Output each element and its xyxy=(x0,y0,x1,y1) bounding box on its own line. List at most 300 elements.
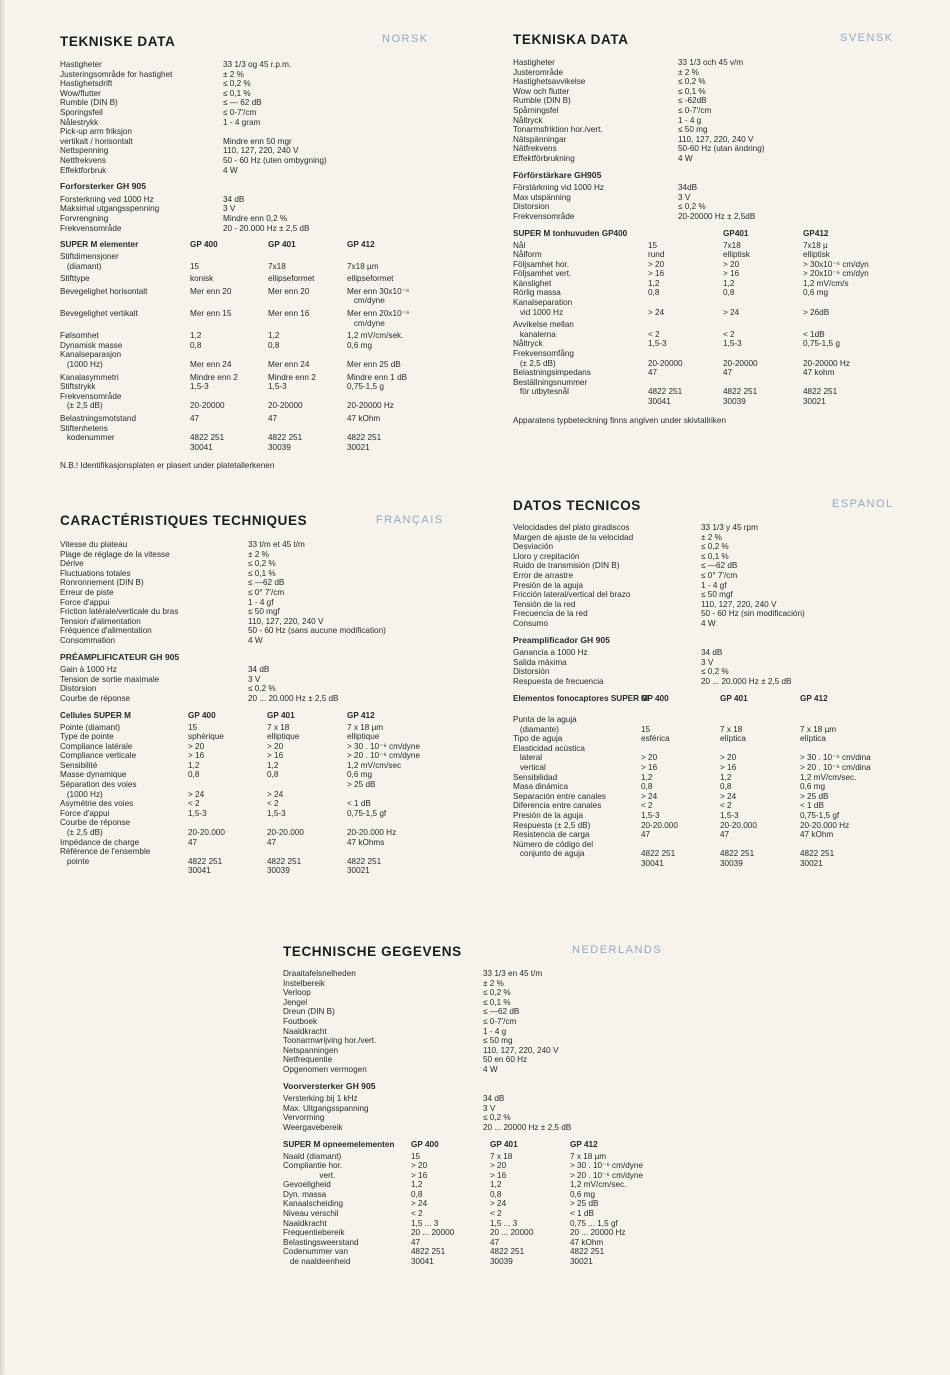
table-cell: Mer enn 20 xyxy=(268,286,310,296)
spec-label: Tonarmsfriktion hor./vert. xyxy=(513,125,603,135)
preamp-label: Salida máxima xyxy=(513,657,567,667)
table-cell: 7x18 µ elliptisk > 30x10⁻⁶ cm/dyn > 20x10⁻⁶ cm/dyn 1,2 mV/cm/s 0,6 mg > 26dB xyxy=(803,240,869,317)
preamp-row xyxy=(60,204,445,214)
table-cell: 1,2 0,8 Mer enn 24 xyxy=(268,331,310,370)
table-cell: 47 4822 251 30041 xyxy=(190,414,225,452)
table-cell: konisk xyxy=(190,274,214,284)
spec-row xyxy=(60,617,450,627)
spec-value: ≤ -62dB xyxy=(678,96,707,106)
cartridge-table-header xyxy=(60,711,450,723)
spec-value: ≤ —62 dB xyxy=(248,578,285,588)
spec-value: ≤ 0-7'/cm xyxy=(678,105,712,115)
table-cell: 47 4822 251 30039 xyxy=(268,414,303,452)
table-header-cell: GP 400 xyxy=(190,240,218,250)
spec-label: Rumble (DIN B) xyxy=(513,96,571,106)
spec-label: Netspanningen xyxy=(283,1045,339,1055)
cartridge-table-header xyxy=(60,240,445,252)
svensk-section xyxy=(513,58,898,425)
preamp-row xyxy=(513,658,903,668)
spec-label: Presión de la aguja xyxy=(513,580,584,590)
table-cell: 7 x 18 µm elliptique > 30 . 10⁻⁶ cm/dyne > 20 . 10⁻⁶ cm/dyne 1,2 mV/cm/sec 0,6 mg > 25 dB < 1 dB 0,75-1,5 gf 20-20.000 Hz 47 kOhms 4822 251 30021 xyxy=(347,722,421,876)
preamp-row xyxy=(283,1104,683,1114)
spec-value: 4 W xyxy=(701,618,716,628)
table-row xyxy=(60,252,445,274)
spec-row xyxy=(60,636,450,646)
spec-label: Wow och flutter xyxy=(513,86,570,96)
preamp-heading: Voorversterker GH 905 xyxy=(283,1080,376,1091)
spec-label: Netfrequentie xyxy=(283,1055,333,1065)
spec-value: 110, 127, 220, 240 V xyxy=(248,616,324,626)
spec-value: ≤ 50 mgf xyxy=(248,607,280,617)
spec-row xyxy=(283,979,683,989)
nederlands-section xyxy=(283,969,683,1270)
spec-value: 33 1/3 en 45 t/m xyxy=(483,969,543,978)
espanol-section xyxy=(513,523,903,872)
spec-value: ≤ 0,1 % xyxy=(248,568,276,578)
preamp-row xyxy=(283,1094,683,1104)
spec-label: Force d'appui xyxy=(60,597,110,607)
spec-value: ± 2 % xyxy=(248,549,269,559)
table-cell: Mer enn 30x10⁻⁶ cm/dyne xyxy=(347,286,410,306)
preamp-label: Frekvensområde xyxy=(60,223,122,233)
spec-value: ± 2 % xyxy=(223,69,244,79)
spec-label: Wow/flutter xyxy=(60,88,101,98)
francais-section xyxy=(60,540,450,879)
preamp-label: Gain à 1000 Hz xyxy=(60,665,117,675)
spec-value: ± 2 % xyxy=(483,978,504,988)
spec-value: 110, 127, 220, 240 V xyxy=(223,146,299,156)
table-header-cell: GP 412 xyxy=(347,240,375,250)
table-cell: 15 xyxy=(190,261,200,271)
spec-row xyxy=(60,569,450,579)
preamp-row xyxy=(283,1123,683,1133)
spec-row xyxy=(283,1036,683,1046)
spec-row xyxy=(283,1007,683,1017)
preamp-label: Frekvensområde xyxy=(513,211,575,221)
nederlands-language-label: NEDERLANDS xyxy=(572,944,663,956)
spec-label: Fréquence d'alimentation xyxy=(60,626,152,636)
preamp-label: Max. Uitgangsspanning xyxy=(283,1103,369,1113)
spec-value: 1 - 4 g xyxy=(678,115,702,125)
spec-row xyxy=(283,1065,683,1075)
spec-value: 50-60 Hz (utan ändring) xyxy=(678,144,765,154)
preamp-heading: PRÉAMPLIFICATEUR GH 905 xyxy=(60,651,180,662)
table-cell: Avvikelse mellan kanalerna Nåltryck Frekvensomfång (± 2,5 dB) Belastningsimpedans Beställningsnummer för utbytesnål xyxy=(513,320,591,397)
spec-row xyxy=(513,590,903,600)
table-cell: Kanalasymmetri Stiftstrykk Frekvensområde (± 2,5 dB) xyxy=(60,372,122,411)
spec-label: Ruido de transmisión (DIN B) xyxy=(513,561,620,571)
spec-label: Effektförbrukning xyxy=(513,153,575,163)
table-cell: Følsomhet Dynamisk masse Kanalseparasjon (1000 Hz) xyxy=(60,331,123,370)
spec-row xyxy=(60,156,445,166)
preamp-row xyxy=(513,667,903,677)
table-cell: Punta de la aguja (diamante) Tipo de aguja Elasticidad acústica lateral vertical Sensibilidad Masa dinámica Separación entre canales Diferencia entre canales Presión de la aguja Respuesta (± 2,5 dB) Resistencia de carga Número de código del conjunto de aguja xyxy=(513,715,606,859)
table-header-cell: GP401 xyxy=(723,228,749,238)
spec-label: Hastighetsdrift xyxy=(60,79,113,89)
spec-value: ≤ 0,1 % xyxy=(223,88,251,98)
spec-row xyxy=(60,607,450,617)
preamp-label: Distorsion xyxy=(60,684,97,694)
spec-row xyxy=(60,79,445,89)
preamp-label: Förstärkning vid 1000 Hz xyxy=(513,183,605,193)
table-row xyxy=(513,320,898,409)
table-header-cell: Cellules SUPER M xyxy=(60,710,131,720)
table-cell: ellipseformet xyxy=(268,274,315,284)
spec-row xyxy=(60,598,450,608)
spec-row xyxy=(513,533,903,543)
spec-row xyxy=(60,118,445,128)
table-cell: Mindre enn 2 1,5-3 20-20000 xyxy=(268,372,316,411)
preamp-row xyxy=(283,1113,683,1123)
spec-label: Hastigheter xyxy=(60,60,102,69)
table-row xyxy=(60,331,445,372)
preamp-value: 20 ... 20000 Hz ± 2,5 dB xyxy=(483,1122,572,1132)
spec-label: Tensión de la red xyxy=(513,599,576,609)
preamp-value: ≤ 0,2 % xyxy=(248,684,276,694)
spec-value: ≤ —62 dB xyxy=(483,1007,520,1017)
table-cell: Mindre enn 1 dB 0,75-1,5 g 20-20000 Hz xyxy=(347,372,408,411)
preamp-row xyxy=(513,677,903,687)
table-cell: Mindre enn 2 1,5-3 20-20000 xyxy=(190,372,238,411)
table-row xyxy=(60,274,445,287)
spec-label: Jengel xyxy=(283,997,308,1007)
spec-value: ≤ 0,2 % xyxy=(223,79,251,89)
table-cell: Mer enn 20x10⁻⁶ cm/dyne xyxy=(347,309,410,328)
table-cell: 15 esférica > 20 > 16 1,2 0,8 > 24 < 2 1,5-3 20-20.000 47 4822 251 30041 xyxy=(641,724,678,868)
spec-value: 4 W xyxy=(483,1064,498,1074)
spec-label: Justerområde xyxy=(513,67,564,77)
table-cell: Bevegelighet horisontalt xyxy=(60,286,148,296)
table-header-cell: GP 412 xyxy=(800,693,828,703)
spec-label: Consommation xyxy=(60,635,116,645)
spec-row xyxy=(513,581,903,591)
cartridge-table-header xyxy=(283,1140,683,1152)
preamp-value: ≤ 0,2 % xyxy=(701,667,729,677)
spec-row xyxy=(60,127,445,137)
spec-value: ≤ 0° 7'/cm xyxy=(701,570,738,580)
preamp-value: 3 V xyxy=(701,657,714,667)
preamp-row xyxy=(60,684,450,694)
preamp-label: Tension de sortie maximale xyxy=(60,674,160,684)
spec-label: Dérive xyxy=(60,559,84,569)
preamp-label: Weergavebereik xyxy=(283,1122,343,1132)
preamp-label: Maksimal utgangsspenning xyxy=(60,204,160,214)
spec-label: Toonarmwrijving hor./vert. xyxy=(283,1036,377,1046)
footnote: Apparatens typbeteckning finns angiven under skivtallriken xyxy=(513,415,727,425)
table-header-cell: SUPER M elementer xyxy=(60,240,139,250)
spec-label: Margen de ajuste de la velocidad xyxy=(513,532,634,542)
table-cell: Belastningsmotstand Stiftenhetens kodenummer xyxy=(60,414,137,443)
svensk-title: TEKNISKA DATA xyxy=(513,32,629,47)
preamp-value: 20 ... 20.000 Hz ± 2,5 dB xyxy=(701,676,792,686)
preamp-label: Forvrengning xyxy=(60,213,109,223)
preamp-heading: Preamplificador GH 905 xyxy=(513,634,610,645)
spec-value: ≤ 0,2 % xyxy=(248,559,276,569)
preamp-value: 34 dB xyxy=(223,194,245,204)
spec-value: 50 en 60 Hz xyxy=(483,1055,528,1065)
spec-label: Nätspänningar xyxy=(513,134,567,144)
spec-label: Nålestrykk xyxy=(60,117,99,127)
nederlands-title: TECHNISCHE GEGEVENS xyxy=(283,944,462,959)
espanol-language-label: ESPANOL xyxy=(832,498,894,510)
spec-row xyxy=(283,1027,683,1037)
preamp-value: 3 V xyxy=(248,674,261,684)
preamp-row xyxy=(513,202,898,212)
spec-row xyxy=(513,154,898,164)
table-row xyxy=(60,287,445,309)
table-cell: 7 x 18 µm > 30 . 10⁻⁶ cm/dyne > 20 . 10⁻⁶ cm/dyne 1,2 mV/cm/sec. 0,6 mg > 25 dB < 1 dB 0,75 ... 1,5 gf 20 ... 20000 Hz 47 kOhm 4822 251 30021 xyxy=(570,1151,644,1267)
table-cell: < 2 1,5-3 20-20000 47 4822 251 30041 xyxy=(648,329,683,407)
spec-row xyxy=(60,540,450,550)
spec-row xyxy=(513,600,903,610)
spec-row xyxy=(513,542,903,552)
spec-value: 50 - 60 Hz (uten ombygning) xyxy=(223,155,327,165)
spec-row xyxy=(60,166,445,176)
table-row xyxy=(513,706,903,872)
table-row xyxy=(60,414,445,455)
table-header-cell: GP 401 xyxy=(267,710,295,720)
preamp-value: 3 V xyxy=(223,204,236,214)
spec-label: Erreur de piste xyxy=(60,587,114,597)
table-cell: 7 x 18 elliptique > 20 > 16 1,2 0,8 > 24 < 2 1,5-3 20-20.000 47 4822 251 30039 xyxy=(267,722,304,876)
spec-label: Foutboek xyxy=(283,1016,318,1026)
preamp-value: Mindre enn 0,2 % xyxy=(223,213,288,223)
preamp-label: Distorsion xyxy=(513,202,550,212)
spec-row xyxy=(283,1046,683,1056)
spec-row xyxy=(513,523,903,533)
table-cell: 47 kOhm 4822 251 30021 xyxy=(347,414,382,452)
spec-row xyxy=(283,998,683,1008)
table-cell: 15 > 20 > 16 1,2 0,8 > 24 < 2 1,5 ... 3 20 ... 20000 47 4822 251 30041 xyxy=(411,1151,455,1267)
spec-label: Nettspenning xyxy=(60,146,109,156)
table-cell: Stiftdimensjoner (diamant) xyxy=(60,252,119,271)
spec-label: Friction latérale/verticale du bras xyxy=(60,607,179,617)
spec-row xyxy=(513,125,898,135)
preamp-value: 3 V xyxy=(483,1103,496,1113)
cartridge-table-header xyxy=(513,694,903,706)
table-cell: Stifttype xyxy=(60,274,90,284)
spec-value: 1 - 4 gf xyxy=(248,597,274,607)
table-row xyxy=(283,1152,683,1270)
spec-row xyxy=(283,988,683,998)
table-cell: 1,2 mV/cm/sek. 0,6 mg Mer enn 25 dB xyxy=(347,331,404,370)
preamp-value: 34 dB xyxy=(701,648,723,658)
spec-label: Opgenomen vermogen xyxy=(283,1064,367,1074)
spec-value: ≤ 0,1 % xyxy=(483,997,511,1007)
spec-value: ≤ 50 mg xyxy=(678,125,708,135)
table-row xyxy=(60,723,450,880)
spec-value: ± 2 % xyxy=(701,532,722,542)
spec-value: ≤ 0° 7'/cm xyxy=(248,587,285,597)
preamp-row xyxy=(60,675,450,685)
spec-label: Vitesse du plateau xyxy=(60,540,128,549)
spec-value: 33 1/3 och 45 v/m xyxy=(678,58,744,67)
spec-value: 110, 127, 220, 240 V xyxy=(483,1045,559,1055)
spec-value: Mindre enn 50 mgr xyxy=(223,136,292,146)
preamp-row xyxy=(60,694,450,704)
spec-value: ≤ —62 dB xyxy=(701,561,738,571)
spec-label: Effektforbruk xyxy=(60,165,107,175)
preamp-label: Ganancia a 1000 Hz xyxy=(513,648,588,658)
spec-label: Sporingsfeil xyxy=(60,107,103,117)
norsk-section xyxy=(60,60,445,471)
table-header-cell: SUPER M tonhuvuden GP400 xyxy=(513,228,628,238)
spec-row xyxy=(60,98,445,108)
table-header-cell: GP 400 xyxy=(188,710,216,720)
svensk-language-label: SVENSK xyxy=(840,32,894,44)
spec-row xyxy=(60,146,445,156)
spec-row xyxy=(60,550,450,560)
spec-value: ≤ 0,2 % xyxy=(678,77,706,87)
table-cell: 1,2 0,8 Mer enn 24 xyxy=(190,331,232,370)
spec-row xyxy=(513,58,898,68)
spec-value: 4 W xyxy=(678,153,693,163)
preamp-row xyxy=(60,214,445,224)
table-cell: 7x18 elliptisk > 20 > 16 1,2 0,8 > 24 xyxy=(723,240,750,317)
spec-label: Draaitafelsnelheden xyxy=(283,969,356,978)
spec-row xyxy=(283,1055,683,1065)
spec-row xyxy=(60,89,445,99)
preamp-value: ≤ 0,2 % xyxy=(678,202,706,212)
spec-row xyxy=(513,552,903,562)
table-header-cell: GP 400 xyxy=(641,693,669,703)
preamp-value: 20 ... 20.000 Hz ± 2,5 dB xyxy=(248,693,339,703)
spec-value: 4 W xyxy=(223,165,238,175)
spec-label: Plage de réglage de la vitesse xyxy=(60,549,170,559)
cartridge-table-header xyxy=(513,229,898,241)
preamp-value: 20 - 20.000 Hz ± 2,5 dB xyxy=(223,223,310,233)
table-cell: 7 x 18 µm elíptica > 30 . 10⁻⁶ cm/dina > 20 . 10⁻⁶ cm/dina 1,2 mV/cm/sec. 0,6 mg > 25 dB < 1 dB 0,75-1,5 gf 20-20.000 Hz 47 kOhm 4822 251 30021 xyxy=(800,724,871,868)
page-edge-shadow xyxy=(0,0,6,1375)
spec-label: Nätfrekvens xyxy=(513,144,557,154)
spec-value: ≤ 0,2 % xyxy=(483,988,511,998)
preamp-label: Distorsión xyxy=(513,667,550,677)
spec-label: Tension d'alimentation xyxy=(60,616,141,626)
preamp-label: Max utspänning xyxy=(513,192,571,202)
preamp-value: 3 V xyxy=(678,192,691,202)
spec-label: Nettfrekvens xyxy=(60,155,106,165)
table-header-cell: GP 412 xyxy=(570,1139,598,1149)
spec-row xyxy=(513,106,898,116)
spec-value: ≤ 0,2 % xyxy=(701,542,729,552)
spec-row xyxy=(60,578,450,588)
spec-label: Fluctuations totales xyxy=(60,568,131,578)
spec-value: 50 - 60 Hz (sin modificación) xyxy=(701,609,805,619)
spec-row xyxy=(513,87,898,97)
preamp-label: Respuesta de frecuencia xyxy=(513,676,604,686)
norsk-language-label: NORSK xyxy=(382,33,429,45)
spec-row xyxy=(513,77,898,87)
table-header-cell: GP412 xyxy=(803,228,829,238)
table-cell: ellipseformet xyxy=(347,274,394,284)
spec-row xyxy=(513,116,898,126)
spec-label: Desviación xyxy=(513,542,554,552)
preamp-heading: Forforsterker GH 905 xyxy=(60,181,146,192)
preamp-row xyxy=(513,193,898,203)
table-cell: Mer enn 15 xyxy=(190,309,232,319)
spec-row xyxy=(60,626,450,636)
spec-row xyxy=(513,571,903,581)
spec-row xyxy=(513,144,898,154)
spec-value: 1 - 4 gram xyxy=(223,117,261,127)
preamp-value: ≤ 0,2 % xyxy=(483,1113,511,1123)
espanol-title: DATOS TECNICOS xyxy=(513,498,641,513)
spec-value: 110, 127, 220, 240 V xyxy=(701,599,777,609)
table-cell: < 1dB 0,75-1,5 g 20-20000 Hz 47 kohm 4822 251 30021 xyxy=(803,329,850,407)
spec-row xyxy=(513,135,898,145)
spec-row xyxy=(60,137,445,147)
table-cell: 7 x 18 elíptica > 20 > 16 1,2 0,8 > 24 < 2 1,5-3 20-20.000 47 4822 251 30039 xyxy=(720,724,757,868)
preamp-heading: Förförstärkare GH905 xyxy=(513,169,602,180)
table-cell: Naald (diamant) Compliantie hor. vert. Gevoeligheid Dyn. massa Kanaalscheiding Niveau verschil Naaldkracht Frequentiebereik Belastingsweerstand Codenummer van de naaldeenheid xyxy=(283,1151,359,1267)
preamp-label: Forsterkning ved 1000 Hz xyxy=(60,194,154,204)
spec-label: Fricción lateral/vertical del brazo xyxy=(513,590,631,600)
spec-value: 33 1/3 y 45 rpm xyxy=(701,523,758,532)
spec-label: vertikalt / horisontalt xyxy=(60,136,133,146)
francais-title: CARACTÉRISTIQUES TECHNIQUES xyxy=(60,513,308,528)
spec-value: ≤ 0-7'/cm xyxy=(223,107,257,117)
footnote: N.B.! Identifikasjonsplaten er plasert under platetallerkenen xyxy=(60,461,275,471)
spec-label: Spårningsfel xyxy=(513,105,559,115)
preamp-row xyxy=(60,195,445,205)
table-cell: Mer enn 20 xyxy=(190,286,232,296)
spec-label: Hastigheter xyxy=(513,58,555,67)
spec-label: Pick-up arm friksjon xyxy=(60,127,132,137)
preamp-value: 20-20000 Hz ± 2,5dB xyxy=(678,211,756,221)
spec-value: 33 t/m et 45 t/m xyxy=(248,540,305,549)
table-cell: Bevegelighet vertikalt xyxy=(60,309,138,319)
spec-value: 4 W xyxy=(248,635,263,645)
preamp-value: 34 dB xyxy=(248,665,270,675)
spec-value: ≤ 50 mg xyxy=(483,1036,513,1046)
spec-label: Rumble (DIN B) xyxy=(60,98,118,108)
spec-label: Ronronnement (DIN B) xyxy=(60,578,144,588)
francais-language-label: FRANÇAIS xyxy=(376,514,444,526)
spec-label: Hastighetsavvikelse xyxy=(513,77,586,87)
spec-row xyxy=(513,619,903,629)
table-cell: 15 sphérique > 20 > 16 1,2 0,8 > 24 < 2 1,5-3 20-20.000 47 4822 251 30041 xyxy=(188,722,225,876)
spec-row xyxy=(283,1017,683,1027)
spec-row xyxy=(60,559,450,569)
spec-value: ≤ 50 mgf xyxy=(701,590,733,600)
table-cell: 7 x 18 > 20 > 16 1,2 0,8 > 24 < 2 1,5 ... 3 20 ... 20000 47 4822 251 30039 xyxy=(490,1151,534,1267)
table-header-cell: GP 401 xyxy=(490,1139,518,1149)
preamp-row xyxy=(513,183,898,193)
spec-label: Justeringsområde for hastighet xyxy=(60,69,173,79)
spec-label: Naaldkracht xyxy=(283,1026,327,1036)
table-header-cell: GP 400 xyxy=(411,1139,439,1149)
spec-value: ≤ 0-7'/cm xyxy=(483,1016,517,1026)
table-cell: Mer enn 16 xyxy=(268,309,310,319)
spec-value: 1 - 4 g xyxy=(483,1026,507,1036)
preamp-row xyxy=(513,212,898,222)
table-cell: 7x18 µm xyxy=(347,261,379,271)
norsk-title: TEKNISKE DATA xyxy=(60,34,176,49)
table-cell: Pointe (diamant) Type de pointe Compliance latérale Compliance verticale Sensibilité Masse dynamique Séparation des voies (1000 Hz) Asymétrie des voies Force d'appui Courbe de réponse (± 2,5 dB) Impédance de charge Référence de l'ensemble pointe xyxy=(60,722,151,866)
preamp-label: Courbe de réponse xyxy=(60,693,131,703)
spec-label: Verloop xyxy=(283,988,311,998)
table-cell: Nål Nålform Följsamhet hor. Följsamhet vert. Känslighet Rörlig massa Kanalseparation vid 1000 Hz xyxy=(513,240,573,317)
spec-row xyxy=(60,108,445,118)
spec-value: ≤ 0,1 % xyxy=(678,86,706,96)
table-header-cell: GP 401 xyxy=(720,693,748,703)
spec-label: Frecuencia de la red xyxy=(513,609,588,619)
spec-value: 33 1/3 og 45 r.p.m. xyxy=(223,60,292,69)
spec-value: 110, 127, 220, 240 V xyxy=(678,134,754,144)
spec-label: Instelbereik xyxy=(283,978,325,988)
spec-row xyxy=(60,70,445,80)
preamp-value: 34 dB xyxy=(483,1094,505,1104)
